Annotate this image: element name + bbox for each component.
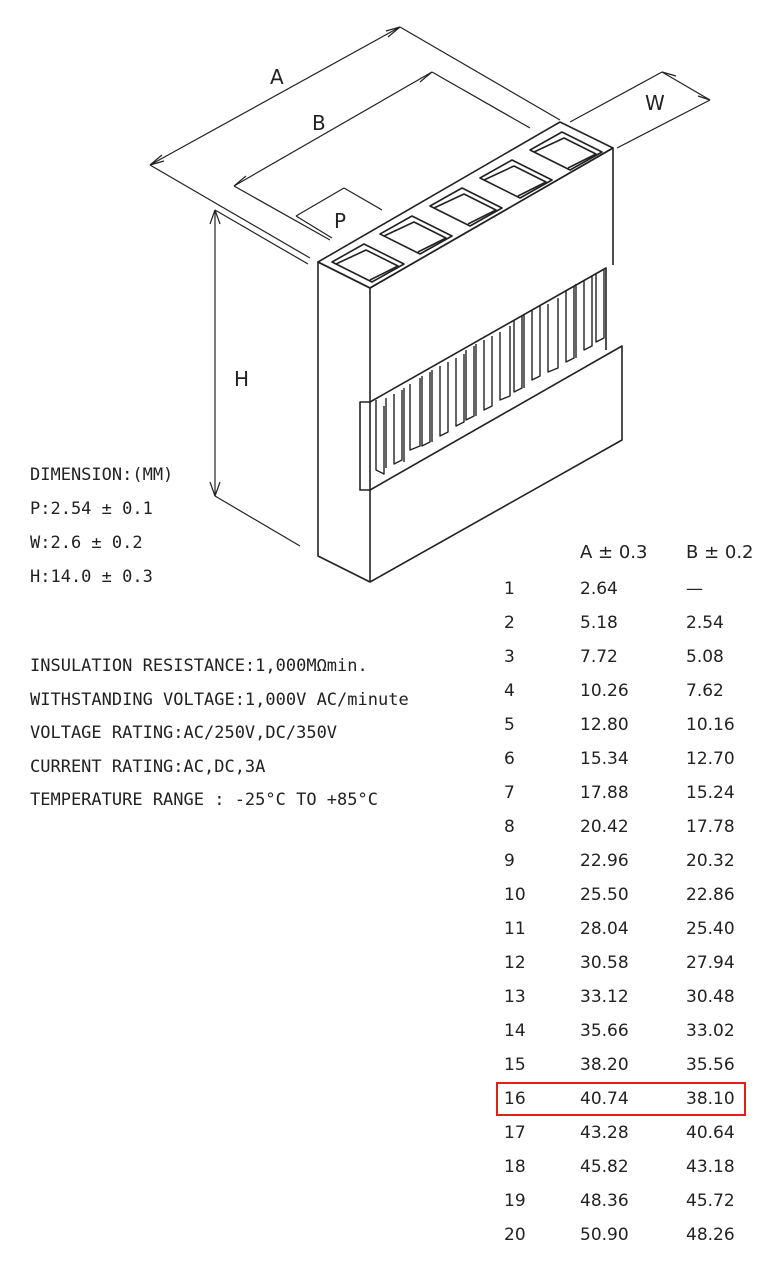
table-row (502, 980, 762, 1014)
pin-count: 10 (504, 885, 526, 905)
dimension-b-value: 43.18 (686, 1157, 735, 1177)
table-row (502, 912, 762, 946)
dimension-b-value: 45.72 (686, 1191, 735, 1211)
pin-count: 12 (504, 953, 526, 973)
table-row (502, 742, 762, 776)
dimension-a-value: 17.88 (580, 783, 629, 803)
dimension-b-value: 7.62 (686, 681, 724, 701)
housing-side-face (370, 148, 622, 582)
table-row (502, 810, 762, 844)
housing-top-face (318, 122, 613, 288)
dimension-p: P:2.54 ± 0.1 (30, 499, 153, 519)
label-w: W (645, 91, 665, 115)
dimension-b-value: 27.94 (686, 953, 735, 973)
dimension-a-value: 50.90 (580, 1225, 629, 1245)
dimension-b-value: 30.48 (686, 987, 735, 1007)
dimension-b-value: 33.02 (686, 1021, 735, 1041)
label-h: H (234, 367, 250, 391)
pin-count: 3 (504, 647, 515, 667)
dimension-a-value: 10.26 (580, 681, 629, 701)
pin-count: 19 (504, 1191, 526, 1211)
dimension-b-value: 15.24 (686, 783, 735, 803)
dimension-w: W:2.6 ± 0.2 (30, 533, 143, 553)
pin-count: 13 (504, 987, 526, 1007)
table-row (502, 1048, 762, 1082)
header-a: A ± 0.3 (580, 542, 648, 563)
table-row (502, 1184, 762, 1218)
pin-count: 11 (504, 919, 526, 939)
table-header (502, 538, 762, 572)
dimension-a-value: 22.96 (580, 851, 629, 871)
dimension-a-value: 35.66 (580, 1021, 629, 1041)
dimension-a-value: 15.34 (580, 749, 629, 769)
cavities (332, 132, 602, 282)
dimension-a-value: 25.50 (580, 885, 629, 905)
dimension-b-value: 40.64 (686, 1123, 735, 1143)
dimension-a-value: 45.82 (580, 1157, 629, 1177)
insulation-resistance: INSULATION RESISTANCE:1,000MΩmin. (30, 656, 368, 676)
dimension-a-value: 12.80 (580, 715, 629, 735)
table-row (502, 878, 762, 912)
table-row (496, 1082, 746, 1116)
table-row (502, 674, 762, 708)
table-row (502, 1116, 762, 1150)
dimension-b-value: 35.56 (686, 1055, 735, 1075)
pin-count: 20 (504, 1225, 526, 1245)
dimension-b-value: 20.32 (686, 851, 735, 871)
pin-count: 15 (504, 1055, 526, 1075)
table-row (502, 1150, 762, 1184)
pin-count: 4 (504, 681, 515, 701)
pin-count: 1 (504, 579, 515, 599)
temperature-range: TEMPERATURE RANGE : -25°C TO +85°C (30, 790, 378, 810)
dimension-a-value: 28.04 (580, 919, 629, 939)
dimension-a-value: 5.18 (580, 613, 618, 633)
table-row (502, 776, 762, 810)
pin-count: 6 (504, 749, 515, 769)
table-row (502, 844, 762, 878)
table-row (502, 572, 762, 606)
pin-count: 8 (504, 817, 515, 837)
table-row (502, 1218, 762, 1252)
dimension-b-value: 38.10 (686, 1089, 735, 1109)
table-row (502, 606, 762, 640)
dimension-a-value: 2.64 (580, 579, 618, 599)
pin-count: 9 (504, 851, 515, 871)
table-row (502, 946, 762, 980)
dimension-a-value: 33.12 (580, 987, 629, 1007)
dimension-heading: DIMENSION:(MM) (30, 465, 174, 485)
table-row (502, 1014, 762, 1048)
dimension-a-value: 48.36 (580, 1191, 629, 1211)
dimension-a-value: 43.28 (580, 1123, 629, 1143)
current-rating: CURRENT RATING:AC,DC,3A (30, 756, 266, 777)
dimension-b-value: 48.26 (686, 1225, 735, 1245)
dimension-b-value: 22.86 (686, 885, 735, 905)
table-row (502, 640, 762, 674)
dimension-lines (150, 27, 710, 546)
pin-count: 16 (504, 1089, 526, 1109)
dimension-b-value: 12.70 (686, 749, 735, 769)
header-b: B ± 0.2 (686, 542, 754, 563)
pin-count: 2 (504, 613, 515, 633)
electrical-specs (30, 650, 409, 818)
dimension-a-value: 30.58 (580, 953, 629, 973)
label-p: P (334, 209, 347, 233)
dimension-a-value: 20.42 (580, 817, 629, 837)
pin-dimension-table (502, 538, 762, 1252)
label-a: A (270, 65, 284, 89)
dimension-a-value: 38.20 (580, 1055, 629, 1075)
voltage-rating: VOLTAGE RATING:AC/250V,DC/350V (30, 723, 338, 743)
table-row (502, 708, 762, 742)
dimension-b-value: 2.54 (686, 613, 724, 633)
dimension-b-value: 25.40 (686, 919, 735, 939)
contact-windows (376, 270, 604, 474)
pin-count: 18 (504, 1157, 526, 1177)
pin-count: 5 (504, 715, 515, 735)
dimension-b-value: — (686, 579, 703, 599)
housing-front-face (318, 262, 370, 582)
pin-count: 7 (504, 783, 515, 803)
dimension-b-value: 5.08 (686, 647, 724, 667)
dimension-a-value: 40.74 (580, 1089, 629, 1109)
dimension-b-value: 17.78 (686, 817, 735, 837)
dimension-specs (30, 458, 173, 594)
pin-count: 14 (504, 1021, 526, 1041)
table-body (502, 572, 762, 1252)
pin-count: 17 (504, 1123, 526, 1143)
label-b: B (312, 111, 326, 135)
dimension-h: H:14.0 ± 0.3 (30, 567, 153, 587)
dimension-a-value: 7.72 (580, 647, 618, 667)
dimension-b-value: 10.16 (686, 715, 735, 735)
withstanding-voltage: WITHSTANDING VOLTAGE:1,000V AC/minute (30, 689, 409, 710)
